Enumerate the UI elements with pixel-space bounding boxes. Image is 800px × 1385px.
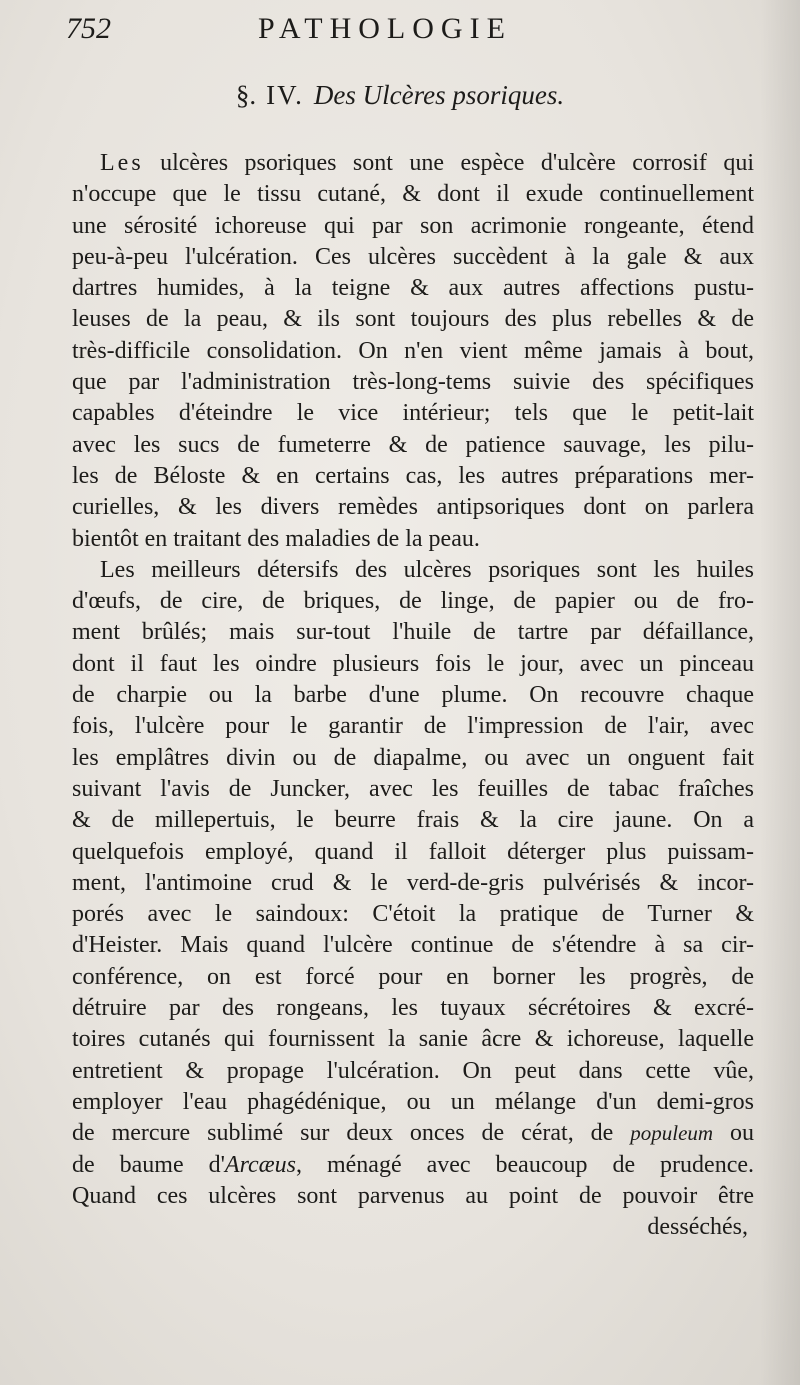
paragraph-1 bbox=[72, 148, 754, 555]
text-line: capables d'éteindre le vice intérieur; tels que le petit-lait bbox=[72, 400, 754, 427]
text-line: employer l'eau phagédénique, ou un mélange d'un demi-gros bbox=[72, 1088, 754, 1115]
section-sign: §. bbox=[235, 80, 257, 110]
text-line: suivant l'avis de Juncker, avec les feuilles de tabac fraîches bbox=[72, 775, 754, 802]
page-header bbox=[0, 10, 800, 50]
running-head: PATHOLOGIE bbox=[258, 12, 512, 45]
paragraph-2 bbox=[72, 555, 754, 1244]
text-line: très-difficile consolidation. On n'en vient même jamais à bout, bbox=[72, 337, 754, 364]
text-line: entretient & propage l'ulcération. On peut dans cette vûe, bbox=[72, 1057, 754, 1084]
text-line: ment brûlés; mais sur-tout l'huile de tartre par défaillance, bbox=[72, 619, 754, 646]
page-gutter-shadow bbox=[760, 0, 800, 1385]
text-line: avec les sucs de fumeterre & de patience sauvage, les pilu- bbox=[72, 431, 754, 458]
italic-term-populeum: populeum bbox=[630, 1121, 714, 1146]
text-line: Quand ces ulcères sont parvenus au point de pouvoir être bbox=[72, 1182, 754, 1209]
text-line: de baume d'Arcæus, ménagé avec beaucoup de prudence. bbox=[72, 1151, 755, 1178]
text-line: Les ulcères psoriques sont une espèce d'ulcère corrosif qui bbox=[100, 150, 754, 176]
text-line: d'œufs, de cire, de briques, de linge, de papier ou de fro- bbox=[72, 588, 754, 615]
text-line: quelquefois employé, quand il falloit déterger plus puissam- bbox=[72, 838, 754, 865]
text-line: leuses de la peau, & ils sont toujours des plus rebelles & de bbox=[72, 306, 754, 333]
text-line: de mercure sublimé sur deux onces de cérat, de populeum ou bbox=[72, 1120, 754, 1147]
text-line: Les meilleurs détersifs des ulcères psoriques sont les huiles bbox=[100, 556, 754, 583]
text-line: de charpie ou la barbe d'une plume. On recouvre chaque bbox=[72, 682, 754, 709]
text-line: dartres humides, à la teigne & aux autres affections pustu- bbox=[72, 275, 754, 302]
text-line: détruire par des rongeans, les tuyaux sécrétoires & excré- bbox=[72, 995, 754, 1022]
page-number: 752 bbox=[66, 12, 111, 45]
text-line: peu-à-peu l'ulcération. Ces ulcères succèdent à la gale & aux bbox=[72, 243, 754, 270]
text-line: fois, l'ulcère pour le garantir de l'impression de l'air, avec bbox=[72, 713, 754, 740]
text-line: porés avec le saindoux: C'étoit la pratique de Turner & bbox=[72, 901, 754, 928]
text-line: les de Béloste & en certains cas, les autres préparations mer- bbox=[72, 462, 754, 489]
text-line: bientôt en traitant des maladies de la peau. bbox=[72, 525, 480, 552]
text-line: toires cutanés qui fournissent la sanie âcre & ichoreuse, laquelle bbox=[72, 1026, 754, 1053]
text-line: les emplâtres divin ou de diapalme, ou avec un onguent fait bbox=[72, 744, 754, 771]
text-line: n'occupe que le tissu cutané, & dont il exude continuellement bbox=[72, 181, 754, 208]
text-line: que par l'administration très-long-tems suivie des spécifiques bbox=[72, 369, 754, 396]
text-line: d'Heister. Mais quand l'ulcère continue de s'étendre à sa cir- bbox=[72, 932, 754, 959]
catchword: desséchés, bbox=[647, 1214, 748, 1241]
text-line: une sérosité ichoreuse qui par son acrimonie rongeante, étend bbox=[72, 212, 754, 239]
opening-word: Les bbox=[100, 150, 144, 176]
text-line: dont il faut les oindre plusieurs fois le jour, avec un pinceau bbox=[72, 650, 754, 677]
section-heading bbox=[0, 80, 800, 111]
italic-term-arcaeus: Arcæus bbox=[224, 1151, 297, 1178]
body-text bbox=[72, 148, 754, 1243]
text-line: ment, l'antimoine crud & le verd-de-gris pulvérisés & incor- bbox=[72, 869, 754, 896]
text-line: conférence, on est forcé pour en borner les progrès, de bbox=[72, 963, 754, 990]
text-line: & de millepertuis, le beurre frais & la cire jaune. On a bbox=[72, 807, 754, 834]
section-number: IV. bbox=[266, 80, 304, 110]
section-title: Des Ulcères psoriques. bbox=[313, 80, 565, 110]
text-line: curielles, & les divers remèdes antipsoriques dont on parlera bbox=[72, 494, 754, 521]
